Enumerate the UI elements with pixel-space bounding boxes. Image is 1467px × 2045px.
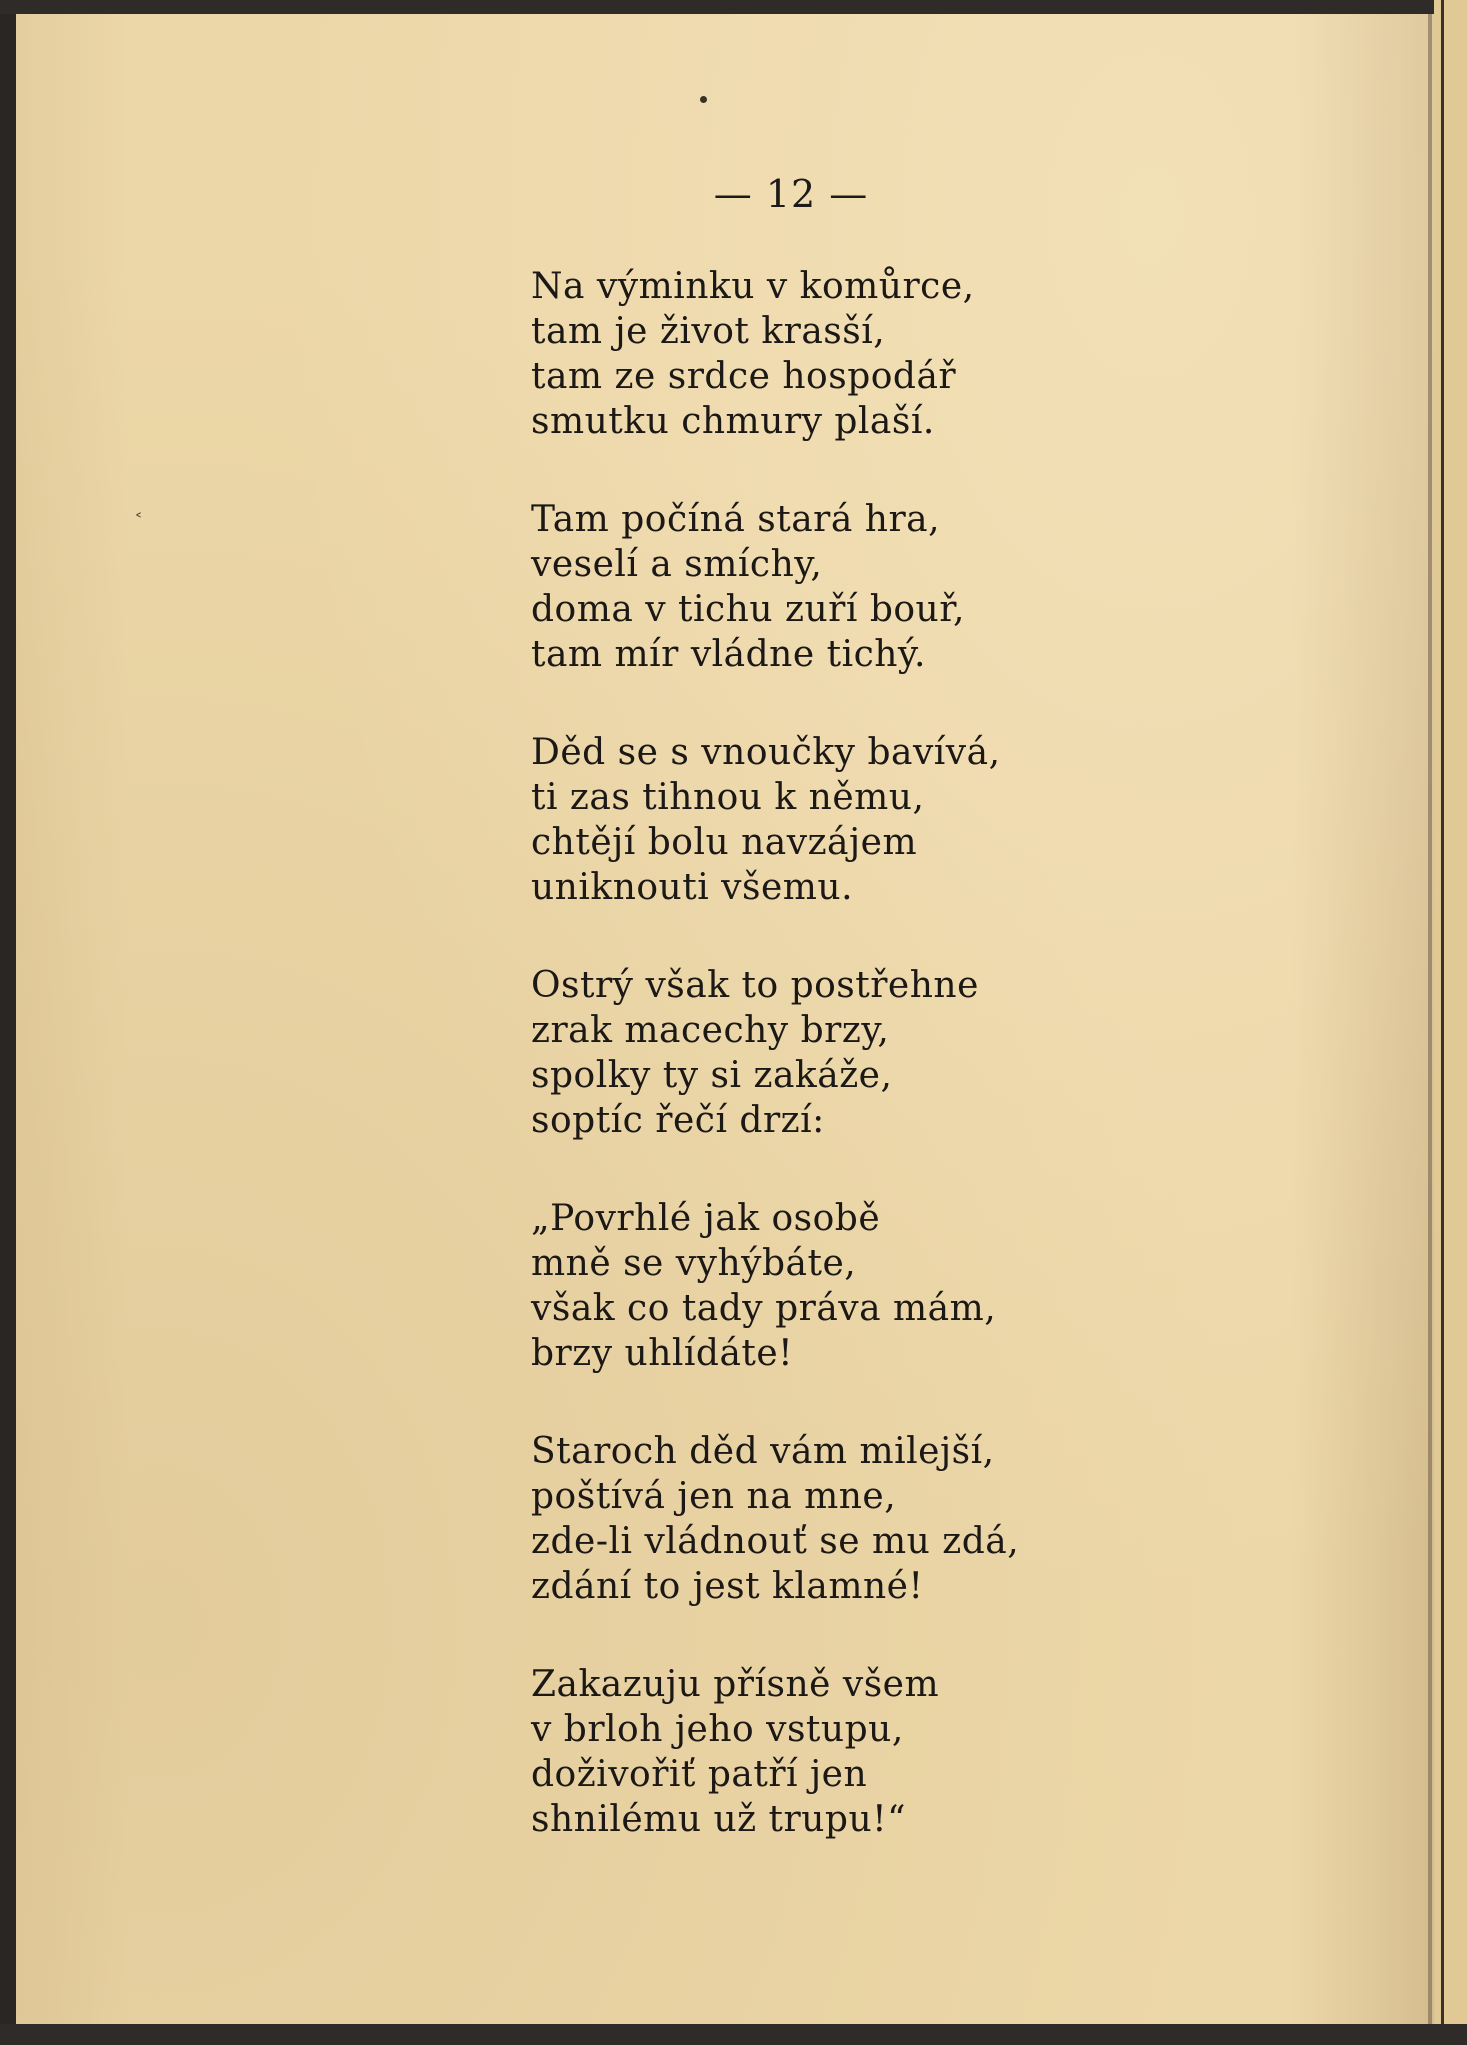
poem-line: však co tady práva mám, [531, 1288, 997, 1329]
poem-line: shnilému už trupu!“ [531, 1799, 907, 1840]
stanza-6 [531, 1429, 1431, 1609]
poem-line: spolky ty si zakáže, [531, 1055, 893, 1096]
poem-line: uniknouti všemu. [531, 867, 854, 908]
scan-top-border [0, 0, 1467, 14]
poem-line: tam je život krasší, [531, 311, 886, 352]
stanza-3 [531, 730, 1431, 910]
poem-line: doma v tichu zuří bouř, [531, 589, 965, 630]
poem-line: poštívá jen na mne, [531, 1476, 897, 1517]
poem-line: mně se vyhýbáte, [531, 1243, 857, 1284]
poem-line: brzy uhlídáte! [531, 1333, 794, 1374]
ink-speck [700, 96, 707, 103]
poem-line: veselí a smíchy, [531, 544, 823, 585]
stanza-1 [531, 264, 1431, 444]
stanza-5 [531, 1196, 1431, 1376]
poem-line: v brloh jeho vstupu, [531, 1709, 904, 1750]
stanza-7 [531, 1662, 1431, 1842]
poem-text [531, 264, 1431, 1895]
poem-line: tam mír vládne tichý. [531, 634, 926, 675]
stanza-4 [531, 963, 1431, 1143]
next-page-edge [1434, 0, 1467, 2045]
page-number: — 12 — [713, 172, 869, 216]
poem-line: Ostrý však to postřehne [531, 965, 979, 1006]
poem-line: zrak macechy brzy, [531, 1010, 890, 1051]
poem-line: soptíc řečí drzí: [531, 1100, 825, 1141]
poem-line: Děd se s vnoučky bavívá, [531, 732, 1001, 773]
poem-line: Na výminku v komůrce, [531, 266, 975, 307]
poem-line: zde-li vládnouť se mu zdá, [531, 1521, 1020, 1562]
poem-line: smutku chmury plaší. [531, 401, 935, 442]
scan-bottom-border [0, 2024, 1467, 2045]
stanza-2 [531, 497, 1431, 677]
book-page [16, 14, 1434, 2024]
poem-line: Zakazuju přísně všem [531, 1664, 940, 1705]
poem-line: doživořiť patří jen [531, 1754, 868, 1795]
poem-line: tam ze srdce hospodář [531, 356, 957, 397]
margin-pencil-mark: ˂ [134, 511, 143, 532]
poem-line: zdání to jest klamné! [531, 1566, 924, 1607]
poem-line: chtějí bolu navzájem [531, 822, 918, 863]
page-gutter-line [1441, 0, 1444, 2045]
poem-line: ti zas tihnou k němu, [531, 777, 925, 818]
poem-line: „Povrhlé jak osobě [531, 1198, 881, 1239]
poem-line: Staroch děd vám milejší, [531, 1431, 995, 1472]
poem-line: Tam počíná stará hra, [531, 499, 941, 540]
